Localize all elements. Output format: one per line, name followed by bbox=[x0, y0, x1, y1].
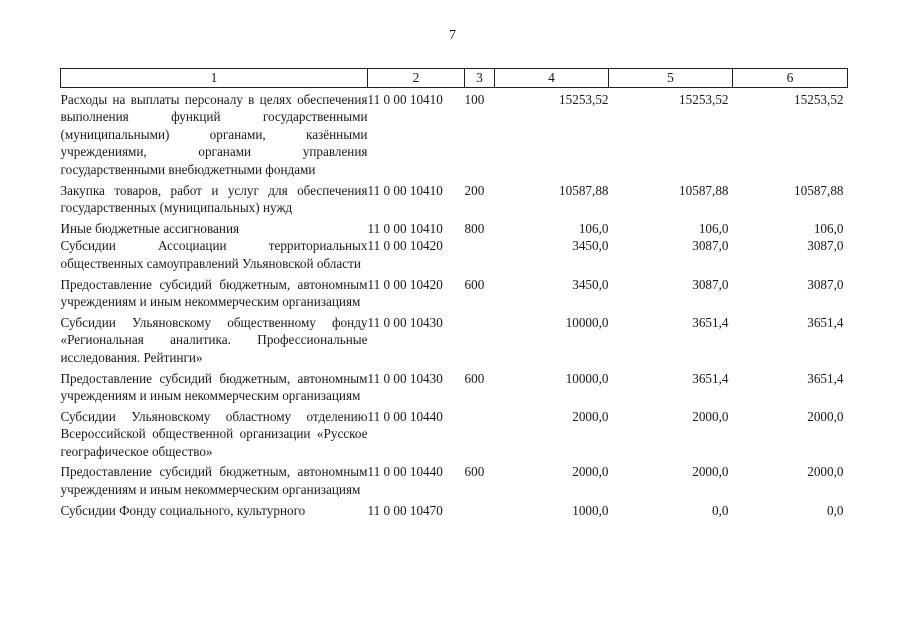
row-name: Субсидии Фонду социального, культурного bbox=[60, 502, 306, 518]
row-value-col6: 3087,0 bbox=[807, 276, 844, 292]
row-value-col4: 2000,0 bbox=[572, 464, 609, 480]
column-header: 1 bbox=[61, 69, 368, 88]
page-number: 7 bbox=[449, 28, 456, 43]
row-expense-type: 600 bbox=[464, 464, 485, 480]
row-code: 11 0 00 10440 bbox=[367, 408, 443, 424]
column-header: 4 bbox=[495, 69, 609, 88]
row-value-col6: 106,0 bbox=[813, 220, 844, 236]
table-row bbox=[61, 91, 848, 179]
row-code: 11 0 00 10470 bbox=[367, 502, 443, 518]
row-value-col4: 106,0 bbox=[578, 220, 609, 236]
row-value-col4: 1000,0 bbox=[572, 502, 609, 518]
row-value-col5: 106,0 bbox=[698, 220, 729, 236]
row-name: Предоставление субсидий бюджетным, автономным учреждениям и иным некоммерческим организациям bbox=[60, 464, 368, 498]
budget-table bbox=[60, 68, 848, 519]
table-header-row bbox=[61, 69, 848, 88]
row-value-col6: 0,0 bbox=[827, 502, 844, 518]
row-value-col6: 2000,0 bbox=[807, 464, 844, 480]
row-value-col5: 2000,0 bbox=[692, 408, 729, 424]
row-value-col4: 10000,0 bbox=[565, 370, 609, 386]
row-name: Закупка товаров, работ и услуг для обеспечения государственных (муниципальных) нужд bbox=[60, 182, 368, 216]
row-value-col4: 3450,0 bbox=[572, 238, 609, 254]
row-name: Субсидии Ассоциации территориальных общественных самоуправлений Ульяновской области bbox=[60, 238, 368, 271]
table-row bbox=[61, 276, 848, 311]
table-row bbox=[61, 237, 848, 272]
row-value-col5: 3651,4 bbox=[692, 370, 729, 386]
table-row bbox=[61, 182, 848, 217]
table-row bbox=[61, 370, 848, 405]
row-expense-type bbox=[465, 502, 495, 520]
row-code: 11 0 00 10410 bbox=[367, 220, 443, 236]
row-code: 11 0 00 10410 bbox=[367, 182, 443, 198]
row-expense-type bbox=[465, 237, 495, 272]
row-value-col6: 3087,0 bbox=[807, 238, 844, 254]
row-expense-type: 600 bbox=[464, 370, 485, 386]
row-value-col6: 15253,52 bbox=[794, 91, 844, 107]
row-value-col5: 10587,88 bbox=[679, 182, 729, 198]
column-header: 2 bbox=[368, 69, 465, 88]
row-expense-type: 200 bbox=[464, 182, 485, 198]
row-expense-type: 800 bbox=[464, 220, 485, 236]
row-value-col6: 3651,4 bbox=[807, 370, 844, 386]
row-name: Субсидии Ульяновскому общественному фонду «Региональная аналитика. Профессиональные исследования. Рейтинги» bbox=[60, 314, 368, 365]
row-value-col5: 3087,0 bbox=[692, 276, 729, 292]
row-value-col4: 10587,88 bbox=[559, 182, 609, 198]
row-value-col4: 15253,52 bbox=[559, 91, 609, 107]
row-name: Предоставление субсидий бюджетным, автономным учреждениям и иным некоммерческим организациям bbox=[60, 370, 368, 404]
row-value-col4: 3450,0 bbox=[572, 276, 609, 292]
row-value-col5: 2000,0 bbox=[692, 464, 729, 480]
column-header: 3 bbox=[465, 69, 495, 88]
row-name: Предоставление субсидий бюджетным, автономным учреждениям и иным некоммерческим организациям bbox=[60, 276, 368, 310]
row-code: 11 0 00 10430 bbox=[367, 370, 443, 386]
row-value-col6: 10587,88 bbox=[794, 182, 844, 198]
table-row bbox=[61, 463, 848, 498]
row-expense-type bbox=[465, 408, 495, 461]
row-value-col4: 10000,0 bbox=[565, 314, 609, 330]
row-value-col5: 0,0 bbox=[712, 502, 729, 518]
table-row bbox=[61, 314, 848, 367]
row-code: 11 0 00 10440 bbox=[367, 464, 443, 480]
row-code: 11 0 00 10420 bbox=[367, 238, 443, 254]
table-row bbox=[61, 220, 848, 238]
row-expense-type bbox=[465, 314, 495, 367]
row-value-col5: 15253,52 bbox=[679, 91, 729, 107]
row-value-col6: 3651,4 bbox=[807, 314, 844, 330]
row-value-col5: 3087,0 bbox=[692, 238, 729, 254]
column-header: 5 bbox=[609, 69, 733, 88]
row-expense-type: 600 bbox=[464, 276, 485, 292]
row-name: Расходы на выплаты персоналу в целях обеспечения выполнения функций государственными (муниципальными) органами, казёнными учреждениями, органами управления государственными внебюджетными фондами bbox=[60, 91, 368, 177]
row-code: 11 0 00 10410 bbox=[367, 91, 443, 107]
row-value-col6: 2000,0 bbox=[807, 408, 844, 424]
row-name: Иные бюджетные ассигнования bbox=[60, 220, 240, 236]
row-expense-type: 100 bbox=[464, 91, 485, 107]
row-value-col4: 2000,0 bbox=[572, 408, 609, 424]
table-row bbox=[61, 502, 848, 520]
row-name: Субсидии Ульяновскому областному отделению Всероссийской общественной организации «Русское географическое общество» bbox=[60, 408, 368, 459]
table-row bbox=[61, 408, 848, 461]
row-value-col5: 3651,4 bbox=[692, 314, 729, 330]
row-code: 11 0 00 10430 bbox=[367, 314, 443, 330]
column-header: 6 bbox=[733, 69, 848, 88]
row-code: 11 0 00 10420 bbox=[367, 276, 443, 292]
